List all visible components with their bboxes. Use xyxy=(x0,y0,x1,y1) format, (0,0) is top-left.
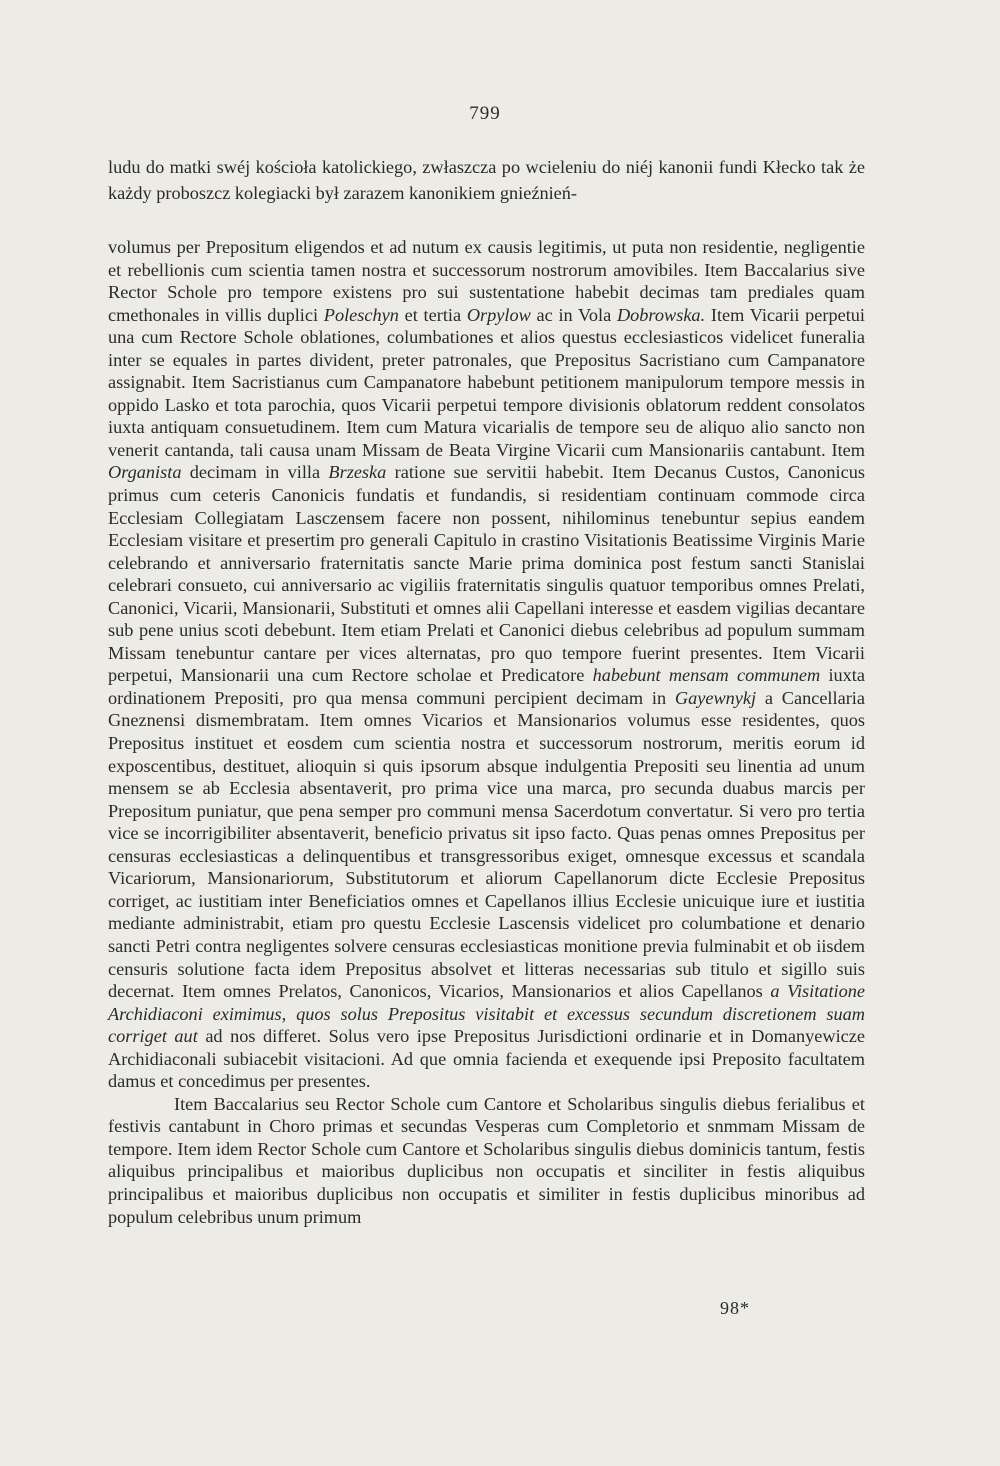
italic-organista: Organista xyxy=(108,462,182,483)
place-name-poleschyn: Poleschyn xyxy=(323,304,399,325)
polish-text-fragment xyxy=(108,154,865,206)
italic-mensam-communem: habebunt mensam communem xyxy=(592,665,821,686)
signature-mark: 98* xyxy=(720,1298,750,1318)
place-name-brzeska: Brzeska xyxy=(328,462,387,483)
polish-paragraph: ludu do matki swéj kościoła katolickiego, zwłaszcza po wcieleniu do niéj kanonii fundi Kłecko tak że każdy proboszcz kolegiacki był zarazem kanonikiem gnieźnień- xyxy=(108,157,865,203)
italic-visitatione-clause: a Visitatione Archidiaconi eximimus, quos solus Prepositus visitabit et excessus secundum discretionem suam corriget aut xyxy=(108,981,865,1047)
place-name-gayewnykj: Gayewnykj xyxy=(674,687,757,708)
latin-paragraph-1: volumus per Prepositum eligendos et ad nutum ex causis legitimis, ut puta non residentie, negligentie et rebellionis cum scientia tamen nostra et successorum nostrorum amovibiles. Item Baccalarius sive Rector Schole pro tempore existens pro sui sustentatione habebit decimas tam prediales quam cmethonales in villis duplici Poleschyn et tertia Orpylow ac in Vola Dobrowska. Item Vicarii perpetui una cum Rectore Schole oblationes, columbationes et alios questus ecclesiasticos videlicet funeralia inter se equales in partes divident, preter patronales, que Prepositus Sacristiano cum Campanatore assignabit. Item Sacristianus cum Campanatore habebunt petitionem manipulorum tempore messis in oppido Lasko et tota parochia, quos Vicarii perpetui tempore divisionis oblatorum reddent consolatos iuxta antiquam consuetudinem. Item cum Matura vicarialis de tempore seu de aliquo alio sancto non venerit cantanda, tali causa unam Missam de Beata Virgine Vicarii cum Mansionariis cantabunt. Item Organista decimam in villa Brzeska ratione sue servitii habebit. Item Decanus Custos, Canonicus primus cum ceteris Canonicis fundatis et fundandis, si residentiam continuam commode circa Ecclesiam Collegiatam Lasczensem facere non possent, nihilominus tenebuntur sepius eandem Ecclesiam visitare et presertim pro generali Capitulo in crastino Visitationis Beatissime Virginis Marie celebrando et anniversario fraternitatis sancte Marie prima dominica post festum sancti Stanislai celebrari consueto, cui anniversario ac vigiliis fraternitatis singulis quatuor temporibus omnes Prelati, Canonici, Vicarii, Mansionarii, Substituti et omnes alii Capellani interesse et easdem vigilias decantare sub pene unius scoti debebunt. Item etiam Prelati et Canonici diebus celebribus ad populum summam Missam tenebuntur cantare per vices alternatas, pro quo tempore fuerint presentes. Item Vicarii perpetui, Mansionarii una cum Rectore scholae et Predicatore habebunt mensam communem iuxta ordinationem Prepositi, pro qua mensa communi percipient decimam in Gayewnykj a Cancellaria Gneznensi dismembratam. Item omnes Vicarios et Mansionarios volumus esse residentes, quos Prepositus instituet et eosdem cum scientia nostra et successorum nostrorum, meritis eorum id exposcentibus, destituet, alioquin si quis ipsorum absque indulgentia Prepositi seu linentia ad unum mensem se ab Ecclesia absentaverit, pro prima vice una marca, pro secunda duabus marcis per Prepositum puniatur, que pena semper pro communi mensa Sacerdotum convertatur. Si vero pro tertia vice se incorrigibiliter absentaverit, beneficio privatus sit ipso facto. Quas penas omnes Prepositus per censuras ecclesiasticas a delinquentibus et transgressoribus exiget, omnesque excessus et scandala Vicariorum, Mansionariorum, Substitutorum et aliorum Capellanorum dicte Ecclesie Prepositus corriget, ac iustitiam inter Beneficiatios omnes et Capellanos illius Ecclesie unicuique iure et iustitia mediante administrabit, etiam pro questu Ecclesie Lascensis videlicet pro columbatione et denario sancti Petri contra negligentes solvere censuras ecclesiasticas monitione previa fulminabit et ob iisdem censuris solutione facta idem Prepositus absolvet et litteras necessarias sub titulo et sigillo suis decernat. Item omnes Prelatos, Canonicos, Vicarios, Mansionarios et alios Capellanos a Visitatione Archidiaconi eximimus, quos solus Prepositus visitabit et excessus secundum discretionem suam corriget aut ad nos differet. Solus vero ipse Prepositus Jurisdictioni ordinarie et in Domanyewicze Archidiaconali subiacebit visitacioni. Ad que omnia facienda et exequende ipsi Preposito facultatem damus et concedimus per presentes. xyxy=(108,237,866,1092)
latin-document-text xyxy=(108,236,865,1228)
latin-paragraph-2: Item Baccalarius seu Rector Schole cum Cantore et Scholaribus singulis diebus ferialibus et festivis cantabunt in Choro primas et secundas Vesperas cum Completorio et snmmam Missam de tempore. Item idem Rector Schole cum Cantore et Scholaribus singulis diebus dominicis tantum, festis aliquibus principalibus et maioribus duplicibus non occupatis et sinciliter in festis aliquibus principalibus et maioribus duplicibus non occupatis et similiter in festis duplicibus minoribus ad populum celebribus unum primum xyxy=(108,1093,865,1227)
place-name-dobrowska: Dobrowska. xyxy=(616,304,706,325)
page-number: 799 xyxy=(469,103,501,124)
place-name-orpylow: Orpylow xyxy=(466,304,531,325)
